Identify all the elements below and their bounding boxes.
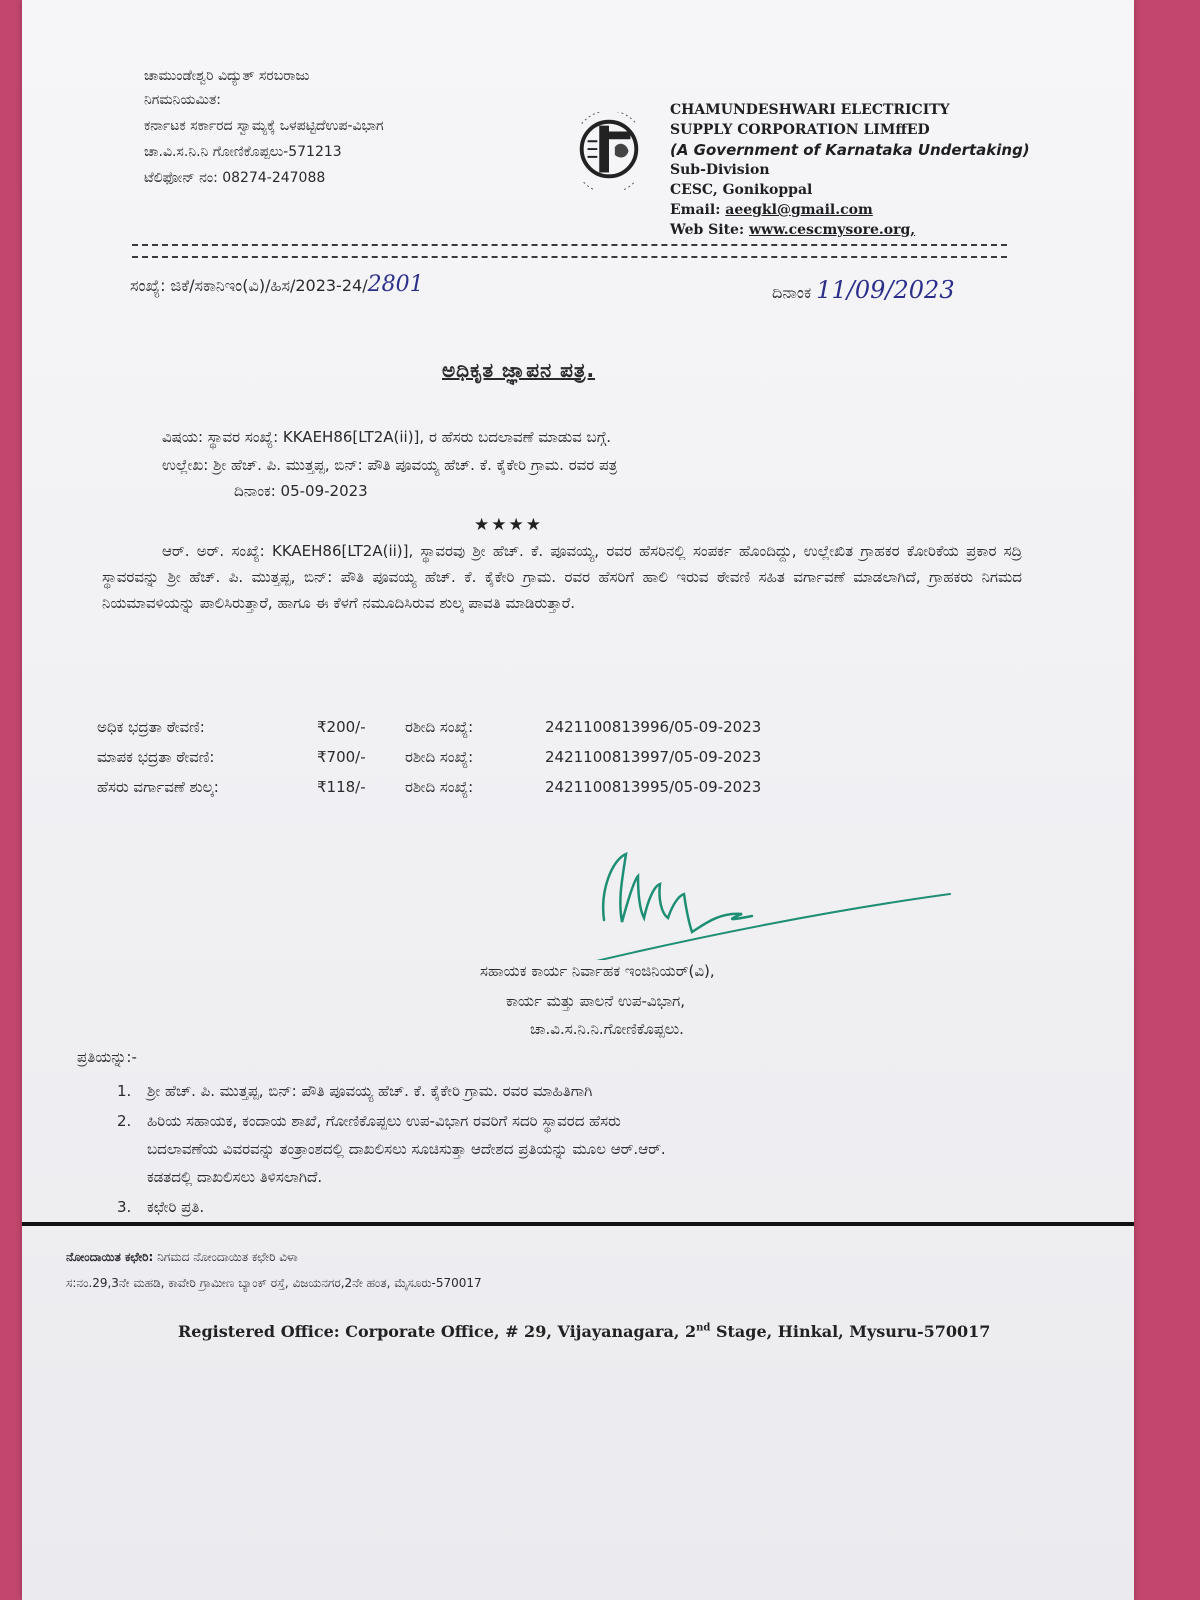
header-en-line2: SUPPLY CORPORATION LIMffED [670, 122, 930, 138]
body-paragraph: ಆರ್. ಅರ್. ಸಂಖ್ಯೆ: KKAEH86[LT2A(ii)], ಸ್ಥಾವರವು ಶ್ರೀ ಹೆಚ್. ಕೆ. ಪೂವಯ್ಯ, ರವರ ಹೆಸರಿನಲ್ಲಿ ಸಂಪರ್ಕ ಹೊಂದಿದ್ದು, ಉಲ್ಲೇಖಿತ ಗ್ರಾಹಕರ ಕೋರಿಕೆಯ ಪ್ರಕಾರ ಸದ್ರಿ ಸ್ಥಾವರವನ್ನು ಶ್ರೀ ಹೆಚ್. ಪಿ. ಮುತ್ತಪ್ಪ, ಬಿನ್: ಪೌತಿ ಪೂವಯ್ಯ ಹೆಚ್. ಕೆ. ಕೈಕೇರಿ ಗ್ರಾಮ. ರವರ ಹೆಸರಿಗೆ ಹಾಲಿ ಇರುವ ಠೇವಣಿ ಸಹಿತ ವರ್ಗಾವಣೆ ಮಾಡಲಾಗಿದೆ, ಗ್ರಾಹಕರು ನಿಗಮದ ನಿಯಮಾವಳಿಯನ್ನು ಪಾಲಿಸಿರುತ್ತಾರೆ, ಹಾಗೂ ಈ ಕೆಳಗೆ ನಮೂದಿಸಿರುವ ಶುಲ್ಕ ಪಾವತಿ ಮಾಡಿರುತ್ತಾರೆ. [102, 542, 1022, 612]
list-item-continued: ಕಡತದಲ್ಲಿ ದಾಖಲಿಸಲು ತಿಳಿಸಲಾಗಿದೆ. [147, 1168, 323, 1186]
footer-registered-office [178, 1322, 990, 1341]
separator-stars: ★★★★ [474, 515, 543, 535]
header-kn-line3: ಕರ್ನಾಟಕ ಸರ್ಕಾರದ ಸ್ವಾಮ್ಯಕ್ಕೆ ಒಳಪಟ್ಟಿದೆಉಪ-ವಿಭಾಗ [144, 118, 384, 134]
email-link[interactable]: aeegkl@gmail.com [725, 202, 873, 218]
header-divider [132, 244, 1007, 258]
reference-date-line: ದಿನಾಂಕ: 05-09-2023 [234, 482, 368, 500]
signatory-title: ಸಹಾಯಕ ಕಾರ್ಯ ನಿರ್ವಾಹಕ ಇಂಜಿನಿಯರ್(ವಿ), [480, 962, 715, 980]
list-item [117, 1108, 621, 1134]
fee-row [97, 748, 761, 766]
list-item [117, 1194, 204, 1220]
receipt-number: 2421100813996/05-09-2023 [545, 718, 762, 736]
header-english [670, 100, 1030, 240]
footer-kn-text: ನಿಗಮದ ನೋಂದಾಯಿತ ಕಛೇರಿ ವಿಳಾ [153, 1250, 298, 1264]
list-number: 3. [117, 1198, 132, 1216]
fee-row [97, 778, 761, 796]
header-en-line5: CESC, Gonikoppal [670, 182, 813, 198]
signatory-location: ಚಾ.ವಿ.ಸ.ನಿ.ನಿ.ಗೋಣಿಕೊಪ್ಪಲು. [530, 1020, 684, 1038]
header-en-line3: (A Government of Karnataka Undertaking) [670, 141, 1030, 159]
reference-date [772, 276, 955, 304]
footer-divider [22, 1222, 1134, 1226]
copies-heading: ಪ್ರತಿಯನ್ನು:- [77, 1048, 137, 1066]
reference-line: ಉಲ್ಲೇಖ: ಶ್ರೀ ಹೆಚ್. ಪಿ. ಮುತ್ತಪ್ಪ, ಬಿನ್: ಪೌತಿ ಪೂವಯ್ಯ ಹೆಚ್. ಕೆ. ಕೈಕೇರಿ ಗ್ರಾಮ. ರವರ ಪತ್ರ [162, 456, 618, 474]
email-label: Email: [670, 202, 721, 218]
list-number: 2. [117, 1112, 132, 1130]
fee-amount: ₹200/- [317, 718, 366, 736]
reference-handwritten-number: 2801 [367, 272, 424, 297]
receipt-label: ರಶೀದಿ ಸಂಖ್ಯೆ: [405, 748, 474, 766]
receipt-label: ರಶೀದಿ ಸಂಖ್ಯೆ: [405, 718, 474, 736]
header-email-row [670, 200, 1030, 220]
fee-amount: ₹700/- [317, 748, 366, 766]
footer-en-sup: nd [696, 1322, 711, 1334]
document-page [22, 0, 1134, 1600]
footer-en-post: Stage, Hinkal, Mysuru-570017 [710, 1322, 991, 1341]
fee-label: ಹೆಸರು ವರ್ಗಾವಣೆ ಶುಲ್ಕ: [97, 778, 219, 796]
signatory-office: ಕಾರ್ಯ ಮತ್ತು ಪಾಲನೆ ಉಪ-ವಿಭಾಗ, [506, 992, 686, 1010]
receipt-number: 2421100813997/05-09-2023 [545, 748, 762, 766]
reference-label: ಸಂಖ್ಯೆ: ಜಿಕೆ/ಸಕಾನಿಇಂ(ವಿ)/ಹಿಸ/2023-24/ [130, 276, 368, 295]
list-item [117, 1078, 592, 1104]
date-label: ದಿನಾಂಕ [772, 283, 812, 302]
list-item-continued: ಬದಲಾವಣೆಯ ವಿವರವನ್ನು ತಂತ್ರಾಂಶದಲ್ಲಿ ದಾಖಲಿಸಲು ಸೂಚಿಸುತ್ತಾ ಆದೇಶದ ಪ್ರತಿಯನ್ನು ಮೂಲ ಆರ್.ಆರ್. [147, 1140, 666, 1158]
header-kn-line4: ಚಾ.ವಿ.ಸ.ನಿ.ನಿ ಗೋಣಿಕೊಪ್ಪಲು-571213 [144, 144, 342, 160]
fee-row [97, 718, 761, 736]
header-en-line4: Sub-Division [670, 162, 770, 178]
reference-number [130, 272, 424, 297]
fee-amount: ₹118/- [317, 778, 366, 796]
header-kn-line1: ಚಾಮುಂಡೇಶ್ವರಿ ವಿದ್ಯುತ್ ಸರಬರಾಜು [144, 68, 310, 84]
list-text: ಹಿರಿಯ ಸಹಾಯಕ, ಕಂದಾಯ ಶಾಖೆ, ಗೋಣಿಕೊಪ್ಪಲು ಉಪ-ವಿಭಾಗ ರವರಿಗೆ ಸದರಿ ಸ್ಥಾವರದ ಹೆಸರು [147, 1112, 621, 1130]
footer-kn-bold: ನೋಂದಾಯಿತ ಕಛೇರಿ: [66, 1250, 154, 1264]
page-title: ಅಧಿಕೃತ ಜ್ಞಾಪನ ಪತ್ರ. [442, 358, 596, 382]
cesc-logo-icon [570, 112, 648, 190]
website-link[interactable]: www.cescmysore.org, [749, 222, 916, 238]
header-kn-line2: ನಿಗಮನಿಯಮಿತ: [144, 92, 221, 108]
header-kn-line5: ಟೆಲಿಫೋನ್ ನಂ: 08274-247088 [144, 170, 326, 186]
header-web-row [670, 220, 1030, 240]
footer-kn-line2: ಸ:ನಂ.29,3ನೇ ಮಹಡಿ, ಕಾವೇರಿ ಗ್ರಾಮೀಣ ಬ್ಯಾಂಕ್ ರಸ್ತೆ, ವಿಜಯನಗರ,2ನೇ ಹಂತ, ಮೈಸೂರು-570017 [66, 1276, 482, 1290]
web-label: Web Site: [670, 222, 745, 238]
handwritten-date: 11/09/2023 [816, 276, 955, 304]
header-en-line1: CHAMUNDESHWARI ELECTRICITY [670, 102, 950, 118]
fee-label: ಮಾಪಕ ಭದ್ರತಾ ಠೇವಣಿ: [97, 748, 215, 766]
subject-line: ವಿಷಯ: ಸ್ಥಾವರ ಸಂಖ್ಯೆ: KKAEH86[LT2A(ii)], ರ ಹೆಸರು ಬದಲಾವಣೆ ಮಾಡುವ ಬಗ್ಗೆ. [162, 428, 612, 446]
list-number: 1. [117, 1082, 132, 1100]
fee-label: ಅಧಿಕ ಭದ್ರತಾ ಠೇವಣಿ: [97, 718, 205, 736]
footer-en-pre: Registered Office: Corporate Office, # 29, Vijayanagara, 2 [178, 1322, 697, 1341]
receipt-number: 2421100813995/05-09-2023 [545, 778, 762, 796]
receipt-label: ರಶೀದಿ ಸಂಖ್ಯೆ: [405, 778, 474, 796]
signature-icon [582, 840, 962, 960]
list-text: ಶ್ರೀ ಹೆಚ್. ಪಿ. ಮುತ್ತಪ್ಪ, ಬಿನ್: ಪೌತಿ ಪೂವಯ್ಯ ಹೆಚ್. ಕೆ. ಕೈಕೇರಿ ಗ್ರಾಮ. ರವರ ಮಾಹಿತಿಗಾಗಿ [147, 1082, 593, 1100]
list-text: ಕಛೇರಿ ಪ್ರತಿ. [147, 1198, 205, 1216]
footer-kn-line1 [66, 1250, 298, 1265]
